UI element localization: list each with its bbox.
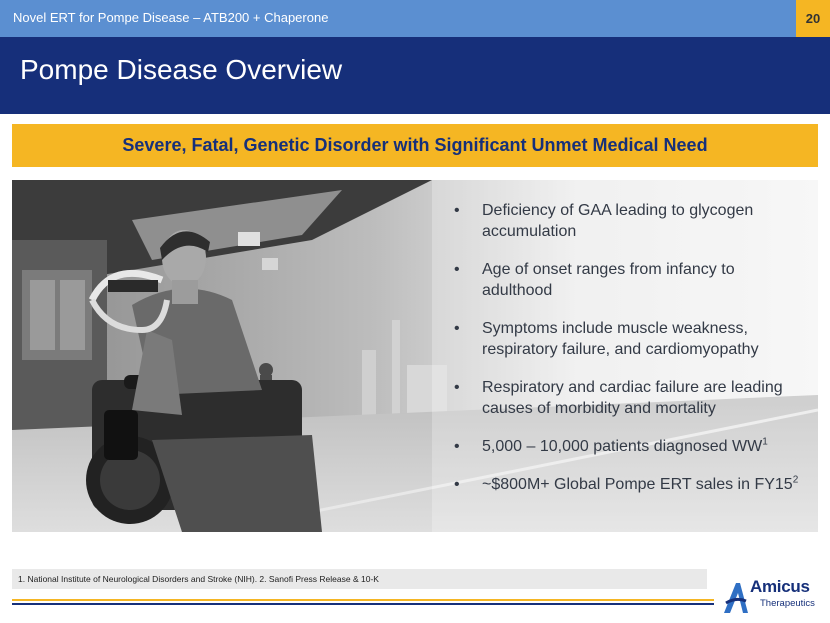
bullet-item [448, 259, 808, 301]
title-bar [0, 37, 830, 114]
bullet-text: 5,000 – 10,000 patients diagnosed WW [482, 438, 763, 455]
footer-gold-rule [12, 599, 714, 601]
amicus-a-mark-icon [722, 579, 750, 615]
footnote-marker: 1 [762, 436, 768, 448]
bullet-item [448, 436, 808, 457]
bullet-item [448, 474, 808, 495]
bullet-text: Symptoms include muscle weakness, respiratory failure, and cardiomyopathy [482, 320, 759, 358]
bullet-dot-icon: • [454, 476, 460, 493]
bullet-item [448, 377, 808, 419]
top-header-bar [0, 0, 830, 37]
bullet-dot-icon: • [454, 379, 460, 396]
bullet-text: Deficiency of GAA leading to glycogen accumulation [482, 202, 754, 240]
subtitle-banner: Severe, Fatal, Genetic Disorder with Significant Unmet Medical Need [12, 124, 818, 167]
bullet-item [448, 200, 808, 242]
bullet-text: Respiratory and cardiac failure are leading causes of morbidity and mortality [482, 379, 783, 417]
bullet-dot-icon: • [454, 261, 460, 278]
footer-navy-rule [12, 603, 714, 605]
footnote: 1. National Institute of Neurological Disorders and Stroke (NIH). 2. Sanofi Press Release & 10-K [12, 569, 707, 589]
bullet-text: Age of onset ranges from infancy to adulthood [482, 261, 735, 299]
footnote-marker: 2 [792, 474, 799, 486]
company-logo [722, 577, 822, 617]
deck-title: Novel ERT for Pompe Disease – ATB200 + Chaperone [13, 10, 329, 25]
bullet-dot-icon: • [454, 202, 460, 219]
bullet-item [448, 318, 808, 360]
bullet-list [448, 200, 808, 512]
bullet-dot-icon: • [454, 320, 460, 337]
page-number: 20 [796, 0, 830, 37]
logo-name: Amicus [750, 577, 810, 596]
bullet-text: ~$800M+ Global Pompe ERT sales in FY15 [482, 476, 793, 493]
bullet-dot-icon: • [454, 438, 460, 455]
logo-subtitle: Therapeutics [760, 598, 815, 609]
page-title: Pompe Disease Overview [20, 54, 343, 85]
